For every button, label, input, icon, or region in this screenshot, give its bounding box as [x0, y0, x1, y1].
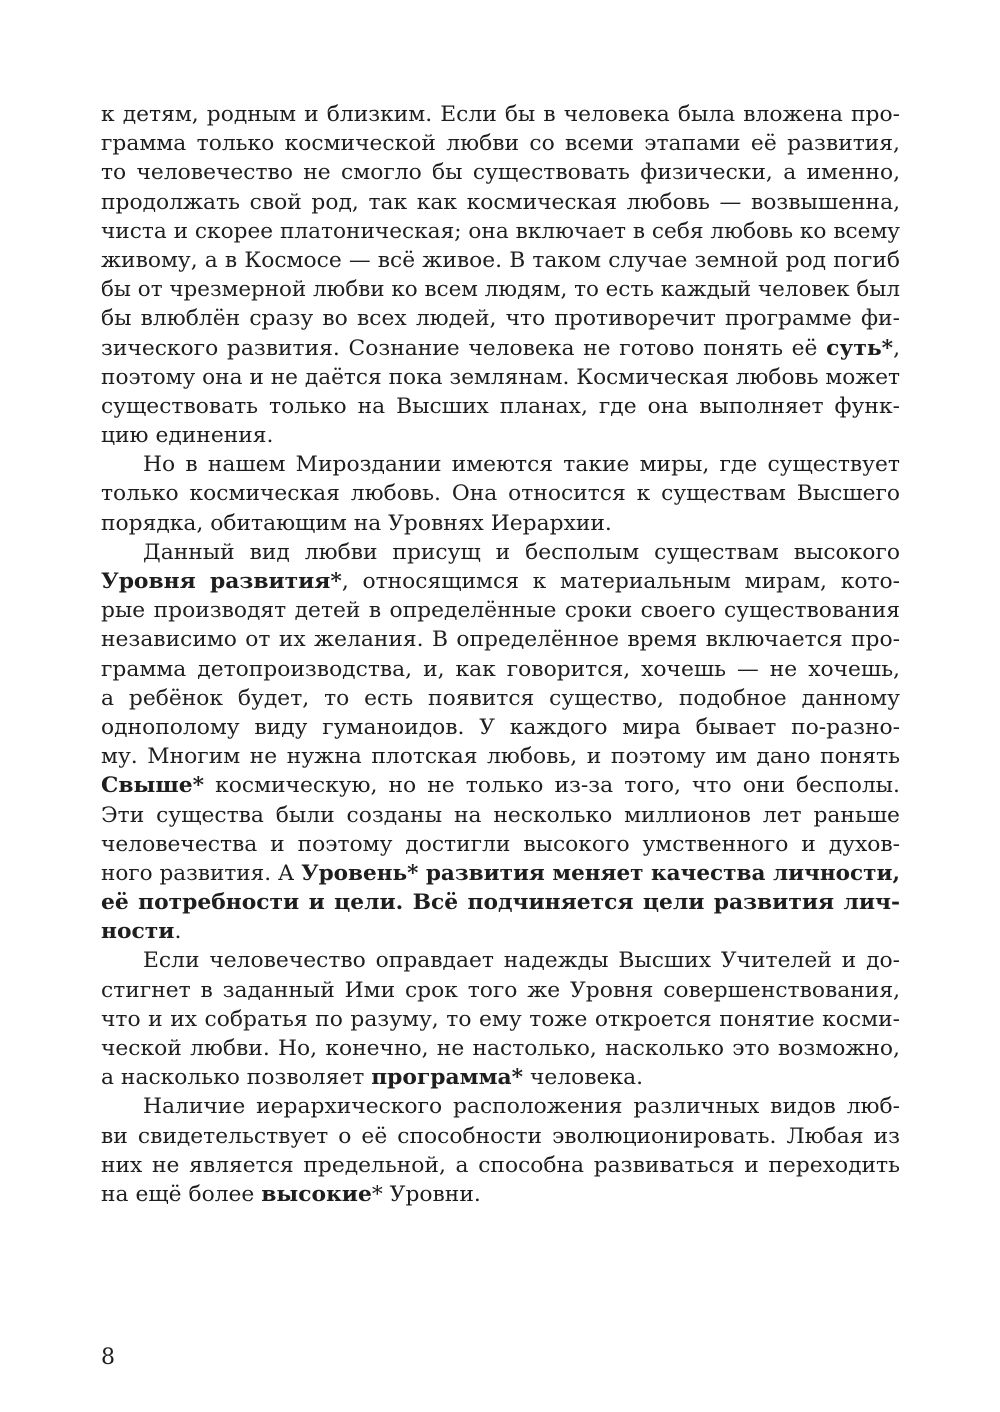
text-segment: чиста и скорее платоническая; она включает в себя любовь ко всему: [101, 218, 901, 244]
text-line: [101, 946, 900, 975]
text-segment: .: [174, 919, 182, 945]
text-line: [101, 1151, 900, 1180]
text-segment: Данный вид любви присущ и бесполым существам высокого: [143, 539, 900, 565]
text-segment: на ещё более: [101, 1181, 262, 1207]
bold-text: суть*: [826, 335, 894, 361]
text-segment: человечества и поэтому достигли высокого умственного и духов-: [101, 831, 900, 857]
text-line: [101, 188, 900, 217]
text-segment: человека.: [523, 1065, 644, 1091]
paragraph: [101, 946, 900, 1092]
text-line: [101, 421, 900, 450]
bold-text: Уровень* развития меняет качества личности,: [301, 860, 901, 886]
page-number: 8: [101, 1345, 115, 1370]
text-line: [101, 1063, 900, 1092]
text-line: [101, 509, 900, 538]
text-segment: независимо от их желания. В определённое время включается про-: [101, 627, 900, 653]
text-line: [101, 246, 900, 275]
text-line: [101, 713, 900, 742]
text-line: [101, 655, 900, 684]
text-line: [101, 100, 900, 129]
text-line: [101, 742, 900, 771]
text-segment: Если человечество оправдает надежды Высших Учителей и до-: [143, 948, 900, 974]
text-segment: грамма только космической любви со всеми этапами её развития,: [101, 131, 900, 157]
text-segment: , относящимся к материальным мирам, кото-: [341, 569, 900, 594]
text-line: [101, 129, 900, 158]
text-segment: зического развития. Сознание человека не готово понять её: [101, 335, 827, 361]
text-segment: а ребёнок будет, то есть появится существо, подобное данному: [101, 685, 900, 711]
text-line: [101, 334, 900, 363]
bold-text: Уровня развития*: [101, 569, 342, 594]
paragraph: [101, 538, 900, 947]
text-segment: что и их собратья по разуму, то ему тоже откроется понятие косми-: [101, 1006, 900, 1032]
text-segment: продолжать свой род, так как космическая любовь — возвышенна,: [101, 189, 900, 215]
text-segment: порядка, обитающим на Уровнях Иерархии.: [101, 510, 612, 536]
text-segment: к детям, родным и близким. Если бы в человека была вложена про-: [101, 102, 900, 127]
text-line: [101, 859, 900, 888]
text-line: [101, 450, 900, 479]
text-line: [101, 771, 900, 800]
text-segment: * Уровни.: [371, 1181, 481, 1207]
text-line: [101, 625, 900, 654]
bold-text: Свыше*: [101, 773, 205, 799]
bold-text: высокие: [261, 1181, 372, 1207]
paragraph: [101, 450, 900, 538]
text-segment: цию единения.: [101, 423, 274, 449]
text-line: [101, 1180, 900, 1209]
text-line: [101, 363, 900, 392]
text-line: [101, 158, 900, 187]
paragraph: [101, 1092, 900, 1209]
text-segment: космическую, но не только из-за того, что они бесполы.: [204, 773, 900, 799]
text-segment: бы влюблён сразу во всех людей, что противоречит программе фи-: [101, 306, 900, 332]
text-line: [101, 830, 900, 859]
text-line: [101, 538, 900, 567]
text-segment: Эти существа были созданы на несколько миллионов лет раньше: [101, 802, 900, 828]
text-line: [101, 684, 900, 713]
text-segment: ного развития. А: [101, 860, 302, 886]
text-segment: му. Многим не нужна плотская любовь, и поэтому им дано понять: [101, 744, 900, 770]
text-line: [101, 1005, 900, 1034]
text-segment: существовать только на Высших планах, где она выполняет функ-: [101, 393, 900, 419]
text-segment: ви свидетельствует о её способности эволюционировать. Любая из: [101, 1123, 900, 1149]
text-segment: живому, а в Космосе — всё живое. В таком случае земной род погиб: [101, 247, 900, 273]
text-line: [101, 1122, 900, 1151]
bold-text: программа*: [371, 1065, 524, 1091]
text-line: [101, 917, 900, 946]
text-segment: ческой любви. Но, конечно, не настолько, насколько это возможно,: [101, 1036, 900, 1061]
text-segment: поэтому она и не даётся пока землянам. Космическая любовь может: [101, 364, 900, 390]
text-segment: ,: [893, 335, 901, 361]
body-text: [101, 100, 900, 1209]
text-segment: только космическая любовь. Она относится к существам Высшего: [101, 481, 901, 507]
text-segment: а насколько позволяет: [101, 1065, 372, 1091]
text-segment: то человечество не смогло бы существовать физически, а именно,: [101, 160, 901, 186]
text-line: [101, 976, 900, 1005]
text-line: [101, 217, 900, 246]
text-line: [101, 596, 900, 625]
text-line: [101, 1092, 900, 1121]
text-line: [101, 275, 900, 304]
text-segment: рые производят детей в определённые сроки своего существования: [101, 598, 900, 624]
text-line: [101, 567, 900, 596]
text-segment: Наличие иерархического расположения различных видов люб-: [143, 1094, 901, 1120]
text-segment: Но в нашем Мироздании имеются такие миры, где существует: [143, 452, 900, 478]
text-segment: грамма детопроизводства, и, как говорится, хочешь — не хочешь,: [101, 656, 900, 682]
paragraph: [101, 100, 900, 450]
text-line: [101, 304, 900, 333]
text-line: [101, 392, 900, 421]
text-segment: стигнет в заданный Ими срок того же Уровня совершенствования,: [101, 977, 901, 1003]
text-line: [101, 888, 900, 917]
text-segment: бы от чрезмерной любви ко всем людям, то есть каждый человек был: [101, 277, 900, 303]
bold-text: её потребности и цели. Всё подчиняется цели развития лич-: [101, 890, 901, 916]
text-line: [101, 801, 900, 830]
text-line: [101, 1034, 900, 1063]
bold-text: ности: [101, 919, 175, 945]
text-segment: однополому виду гуманоидов. У каждого мира бывает по-разно-: [101, 714, 900, 740]
text-line: [101, 479, 900, 508]
text-segment: них не является предельной, а способна развиваться и переходить: [101, 1152, 900, 1178]
